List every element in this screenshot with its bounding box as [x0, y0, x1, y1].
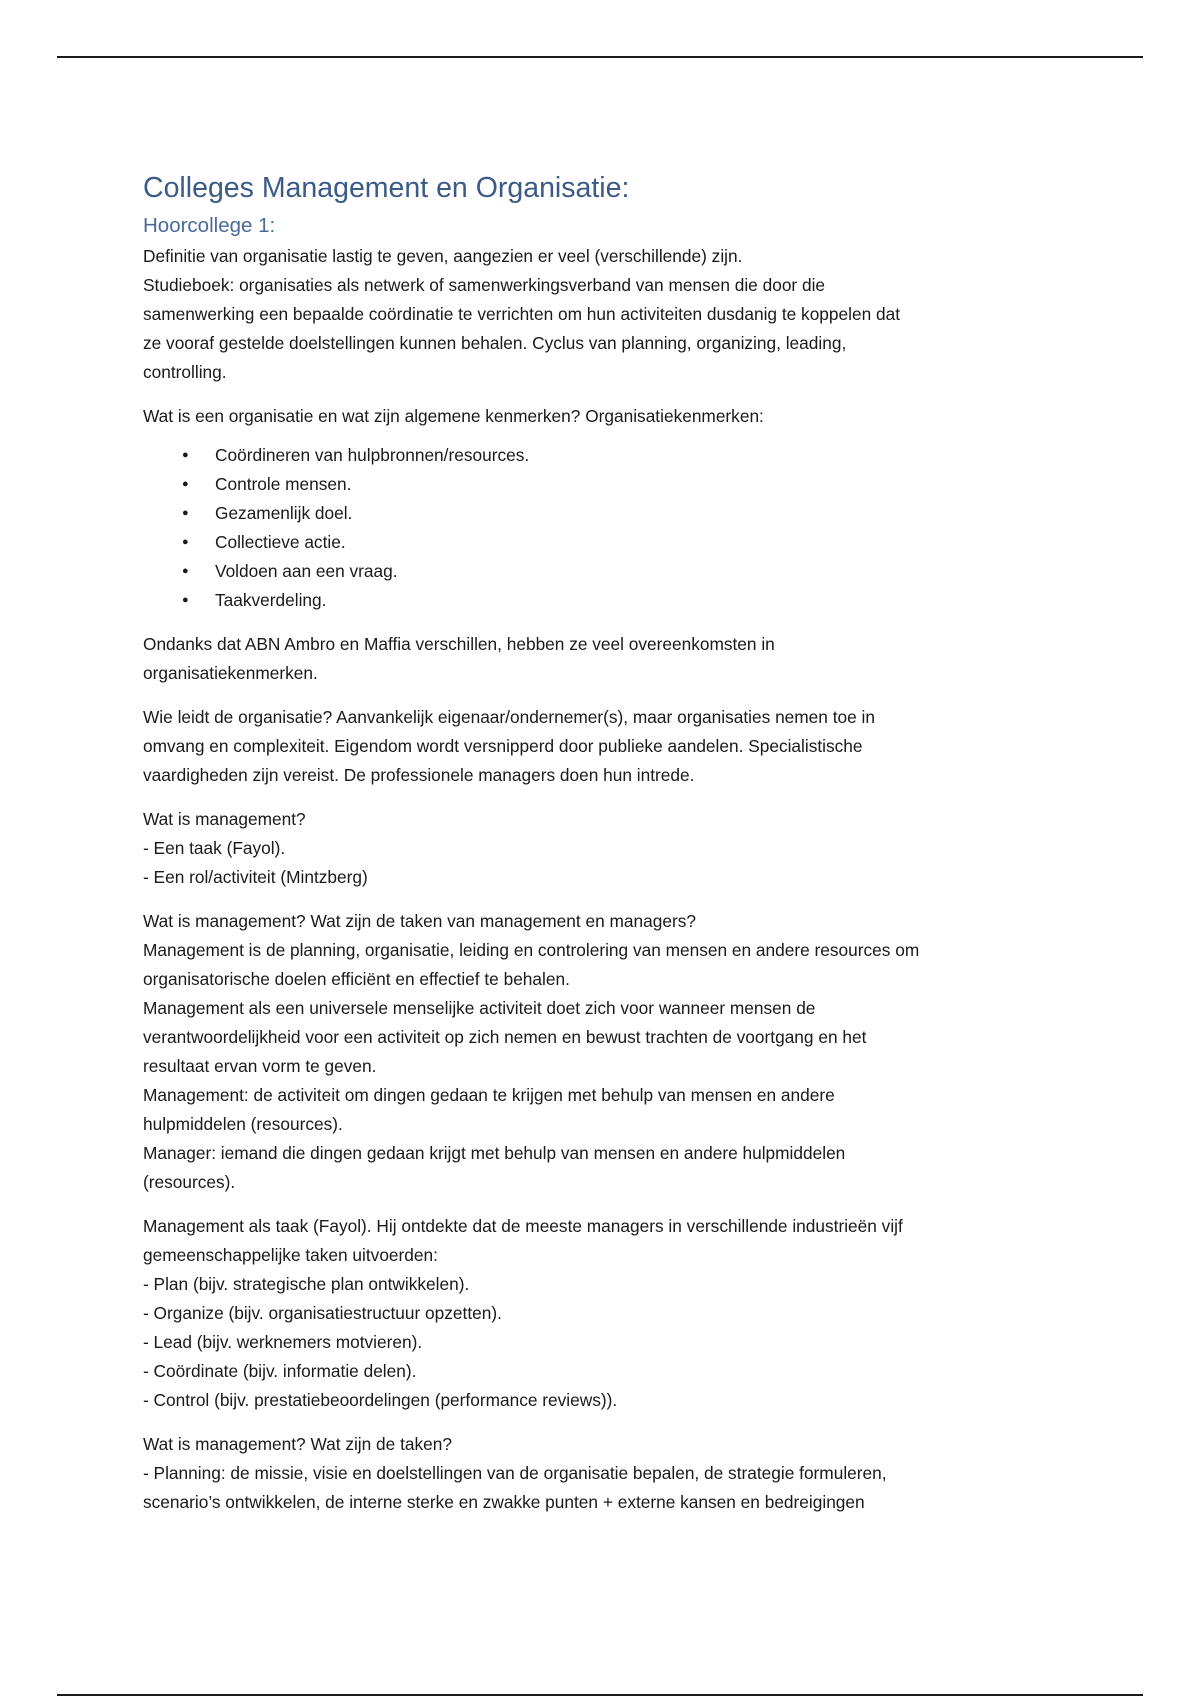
text-line: samenwerking een bepaalde coördinatie te verrichten om hun activiteiten dusdanig te koppelen dat: [143, 304, 901, 324]
text-line: controlling.: [143, 362, 227, 382]
section-heading: Hoorcollege 1:: [143, 214, 276, 237]
paragraph-definition: [143, 242, 1073, 387]
text-line: Ondanks dat ABN Ambro en Maffia verschillen, hebben ze veel overeenkomsten in: [143, 634, 775, 654]
text-line: Wat is management? Wat zijn de taken?: [143, 1434, 452, 1454]
text-line: Wie leidt de organisatie? Aanvankelijk eigenaar/ondernemer(s), maar organisaties nemen toe in: [143, 707, 875, 727]
header-rule: [57, 56, 1143, 58]
text-line: (resources).: [143, 1172, 236, 1192]
text-line: verantwoordelijkheid voor een activiteit op zich nemen en bewust trachten de voortgang en het: [143, 1027, 867, 1047]
list-item: ● Collectieve actie.: [143, 528, 1073, 557]
paragraph-wie-leidt: [143, 703, 1073, 790]
text-line: vaardigheden zijn vereist. De professionele managers doen hun intrede.: [143, 765, 695, 785]
paragraph-wat-is-management: [143, 805, 1073, 892]
paragraph-kenmerken-intro: [143, 402, 1073, 431]
text-line: - Plan (bijv. strategische plan ontwikkelen).: [143, 1274, 470, 1294]
document-title: Colleges Management en Organisatie:: [143, 172, 630, 204]
text-line: - Planning: de missie, visie en doelstellingen van de organisatie bepalen, de strategie formuleren,: [143, 1463, 887, 1483]
text-line: ze vooraf gestelde doelstellingen kunnen behalen. Cyclus van planning, organizing, leading,: [143, 333, 847, 353]
list-item: ● Gezamenlijk doel.: [143, 499, 1073, 528]
list-item: ● Voldoen aan een vraag.: [143, 557, 1073, 586]
footer-rule: [57, 1694, 1143, 1696]
list-item: ● Controle mensen.: [143, 470, 1073, 499]
text-line: - Control (bijv. prestatiebeoordelingen (performance reviews)).: [143, 1390, 618, 1410]
paragraph-fayol: [143, 1212, 1073, 1415]
bullet-list-kenmerken: [143, 441, 1073, 615]
text-line: resultaat ervan vorm te geven.: [143, 1056, 377, 1076]
text-line: - Een taak (Fayol).: [143, 838, 286, 858]
text-line: Wat is management? Wat zijn de taken van management en managers?: [143, 911, 696, 931]
text-line: - Organize (bijv. organisatiestructuur opzetten).: [143, 1303, 502, 1323]
text-line: organisatorische doelen efficiënt en effectief te behalen.: [143, 969, 570, 989]
paragraph-taken-management: [143, 907, 1073, 1197]
text-line: scenario’s ontwikkelen, de interne sterke en zwakke punten + externe kansen en bedreigingen: [143, 1492, 865, 1512]
text-line: - Een rol/activiteit (Mintzberg): [143, 867, 368, 887]
text-line: Definitie van organisatie lastig te geven, aangezien er veel (verschillende) zijn.: [143, 246, 743, 266]
text-line: hulpmiddelen (resources).: [143, 1114, 343, 1134]
text-line: Management als een universele menselijke activiteit doet zich voor wanneer mensen de: [143, 998, 816, 1018]
text-line: Wat is management?: [143, 809, 306, 829]
text-line: - Lead (bijv. werknemers motvieren).: [143, 1332, 423, 1352]
paragraph-taken: [143, 1430, 1073, 1517]
text-line: omvang en complexiteit. Eigendom wordt versnipperd door publieke aandelen. Specialistische: [143, 736, 863, 756]
paragraph-abn-maffia: [143, 630, 1073, 688]
text-line: Wat is een organisatie en wat zijn algemene kenmerken? Organisatiekenmerken:: [143, 406, 764, 426]
text-line: Management: de activiteit om dingen gedaan te krijgen met behulp van mensen en andere: [143, 1085, 835, 1105]
text-line: Studieboek: organisaties als netwerk of samenwerkingsverband van mensen die door die: [143, 275, 826, 295]
text-line: Management als taak (Fayol). Hij ontdekte dat de meeste managers in verschillende industrieën vijf: [143, 1216, 903, 1236]
text-line: Management is de planning, organisatie, leiding en controlering van mensen en andere resources om: [143, 940, 920, 960]
text-line: organisatiekenmerken.: [143, 663, 318, 683]
text-line: - Coördinate (bijv. informatie delen).: [143, 1361, 417, 1381]
list-item: ● Coördineren van hulpbronnen/resources.: [143, 441, 1073, 470]
document-body: [143, 170, 1073, 1517]
text-line: Manager: iemand die dingen gedaan krijgt met behulp van mensen en andere hulpmiddelen: [143, 1143, 846, 1163]
text-line: gemeenschappelijke taken uitvoerden:: [143, 1245, 438, 1265]
list-item: ● Taakverdeling.: [143, 586, 1073, 615]
